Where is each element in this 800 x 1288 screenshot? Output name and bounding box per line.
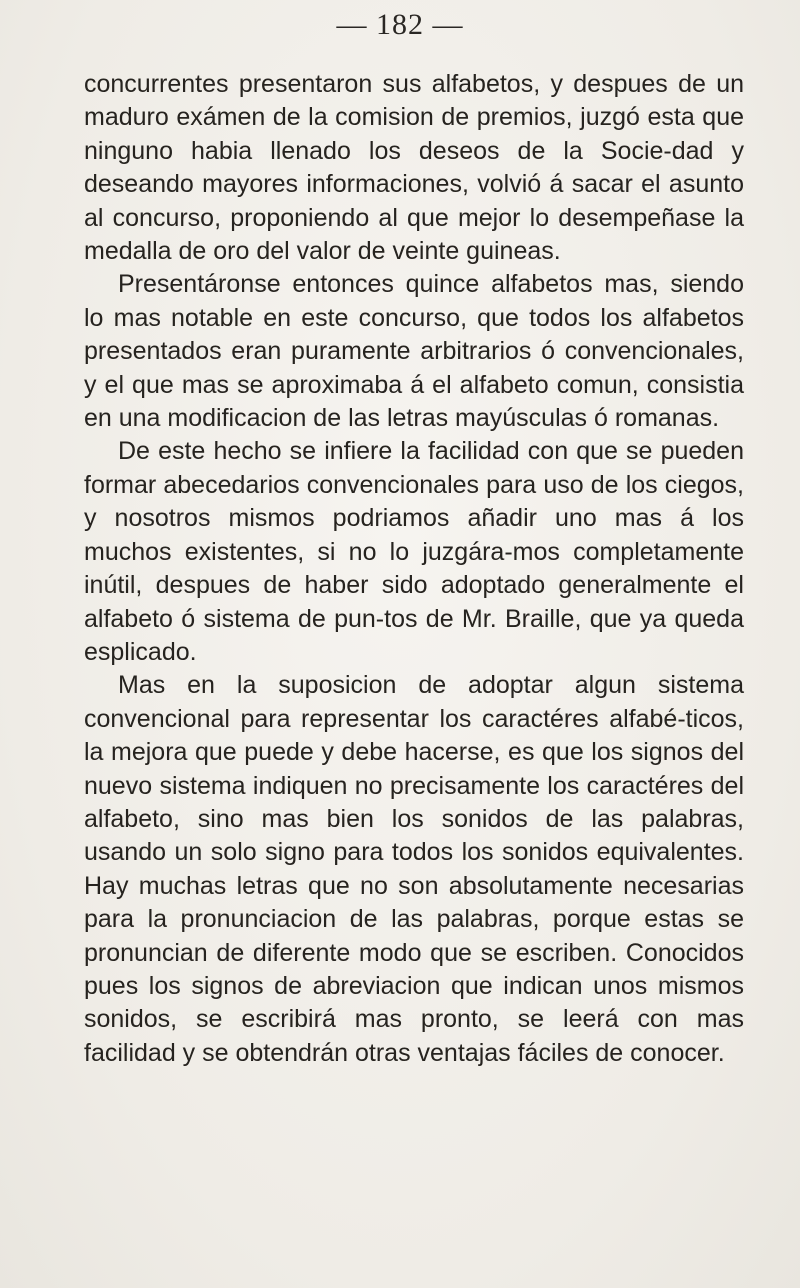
body-text [84,68,744,1070]
paragraph-1: concurrentes presentaron sus alfabetos, y despues de un maduro exámen de la comision de premios, juzgó esta que ninguno habia llenado los deseos de la Socie-dad y deseando mayores informaciones, volvió á sacar el asunto al concurso, proponiendo al que mejor lo desempeñase la medalla de oro del valor de veinte guineas. [84,70,744,266]
page-number: — 182 — [336,8,464,41]
paragraph-4: Mas en la suposicion de adoptar algun sistema convencional para representar los caractéres alfabé-ticos, la mejora que puede y debe hacerse, es que los signos del nuevo sistema indiquen no precisamente los caractéres del alfabeto, sino mas bien los sonidos de las palabras, usando un solo signo para todos los sonidos equivalentes. Hay muchas letras que no son absolutamente necesarias para la pronunciacion de las palabras, porque estas se pronuncian de diferente modo que se escriben. Conocidos pues los signos de abreviacion que indican unos mismos sonidos, se escribirá mas pronto, se leerá con mas facilidad y se obtendrán otras ventajas fáciles de conocer. [84,671,744,1067]
paragraph-3: De este hecho se infiere la facilidad con que se pueden formar abecedarios convencionales para uso de los ciegos, y nosotros mismos podriamos añadir uno mas á los muchos existentes, si no lo juzgára-mos completamente inútil, despues de haber sido adoptado generalmente el alfabeto ó sistema de pun-tos de Mr. Braille, que ya queda esplicado. [84,437,744,666]
paragraph-2: Presentáronse entonces quince alfabetos mas, siendo lo mas notable en este concurso, que todos los alfabetos presentados eran puramente arbitrarios ó convencionales, y el que mas se aproximaba á el alfabeto comun, consistia en una modificacion de las letras mayúsculas ó romanas. [84,270,744,433]
